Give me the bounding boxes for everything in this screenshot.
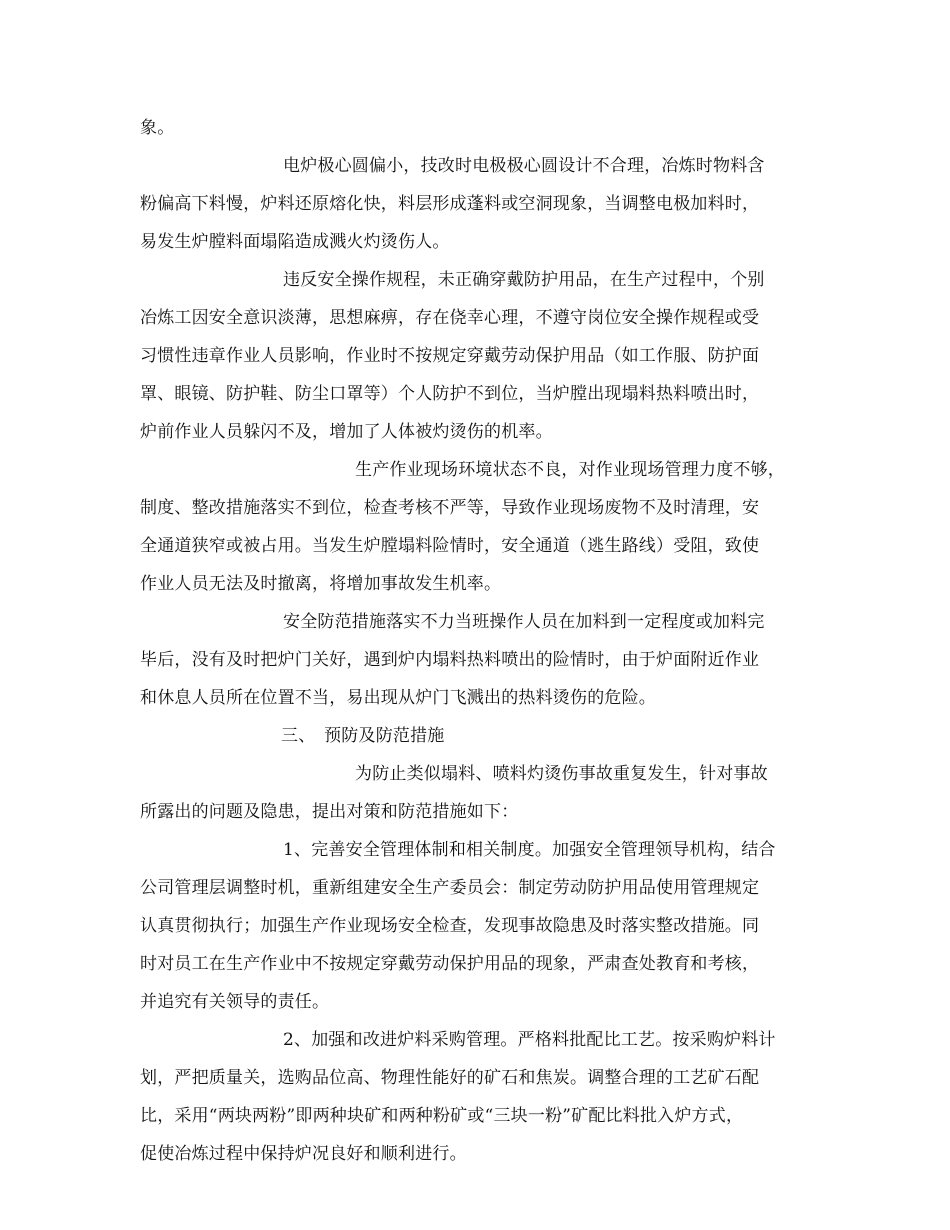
text-line: 罩、眼镜、防护鞋、防尘口罩等）个人防护不到位，当炉膛出现塌料热料喷出时， [140,384,760,404]
text-line: 公司管理层调整时机，重新组建安全生产委员会：制定劳动防护用品使用管理规定 [140,878,760,898]
paragraph-first-line: 为防止类似塌料、喷料灼烫伤事故重复发生，针对事故 [355,764,768,784]
section-heading: 三、 预防及防范措施 [281,726,445,746]
paragraph-first-line: 违反安全操作规程，未正确穿戴防护用品，在生产过程中，个别 [283,270,765,290]
text-line: 毕后，没有及时把炉门关好，遇到炉内塌料热料喷出的险情时，由于炉面附近作业 [140,650,760,670]
text-line: 和休息人员所在位置不当，易出现从炉门飞溅出的热料烫伤的危险。 [140,688,656,708]
text-line: 易发生炉膛料面塌陷造成溅火灼烫伤人。 [140,232,450,252]
text-line: 冶炼工因安全意识淡薄，思想麻痹，存在侥幸心理，不遵守岗位安全操作规程或受 [140,308,760,328]
paragraph-first-line: 电炉极心圆偏小，技改时电极极心圆设计不合理，冶炼时物料含 [283,156,765,176]
text-line: 象。 [140,118,175,138]
text-line: 习惯性违章作业人员影响，作业时不按规定穿戴劳动保护用品（如工作服、防护面 [140,346,760,366]
text-line: 认真贯彻执行；加强生产作业现场安全检查，发现事故隐患及时落实整改措施。同 [140,916,760,936]
paragraph-first-line: 1、完善安全管理体制和相关制度。加强安全管理领导机构，结合 [283,840,776,860]
text-line: 所露出的问题及隐患，提出对策和防范措施如下： [140,802,519,822]
text-line: 作业人员无法及时撤离，将增加事故发生机率。 [140,574,502,594]
text-line: 制度、整改措施落实不到位，检查考核不严等，导致作业现场废物不及时清理，安 [140,498,760,518]
text-line: 比，采用“两块两粉”即两种块矿和两种粉矿或“三块一粉”矿配比料批入炉方式， [140,1106,744,1126]
text-line: 全通道狭窄或被占用。当发生炉膛塌料险情时，安全通道（逃生路线）受阻，致使 [140,536,760,556]
paragraph-first-line: 生产作业现场环境状态不良，对作业现场管理力度不够， [355,460,785,480]
text-line: 并追究有关领导的责任。 [140,992,330,1012]
text-line: 时对员工在生产作业中不按规定穿戴劳动保护用品的现象，严肃查处教育和考核， [140,954,760,974]
text-line: 炉前作业人员躲闪不及，增加了人体被灼烫伤的机率。 [140,422,553,442]
text-line: 划，严把质量关，选购品位高、物理性能好的矿石和焦炭。调整合理的工艺矿石配 [140,1068,760,1088]
text-line: 粉偏高下料慢，炉料还原熔化快，料层形成蓬料或空洞现象，当调整电极加料时， [140,194,760,214]
paragraph-first-line: 2、加强和改进炉料采购管理。严格料批配比工艺。按采购炉料计 [283,1030,776,1050]
paragraph-first-line: 安全防范措施落实不力当班操作人员在加料到一定程度或加料完 [283,612,765,632]
text-line: 促使冶炼过程中保持炉况良好和顺利进行。 [140,1144,467,1164]
